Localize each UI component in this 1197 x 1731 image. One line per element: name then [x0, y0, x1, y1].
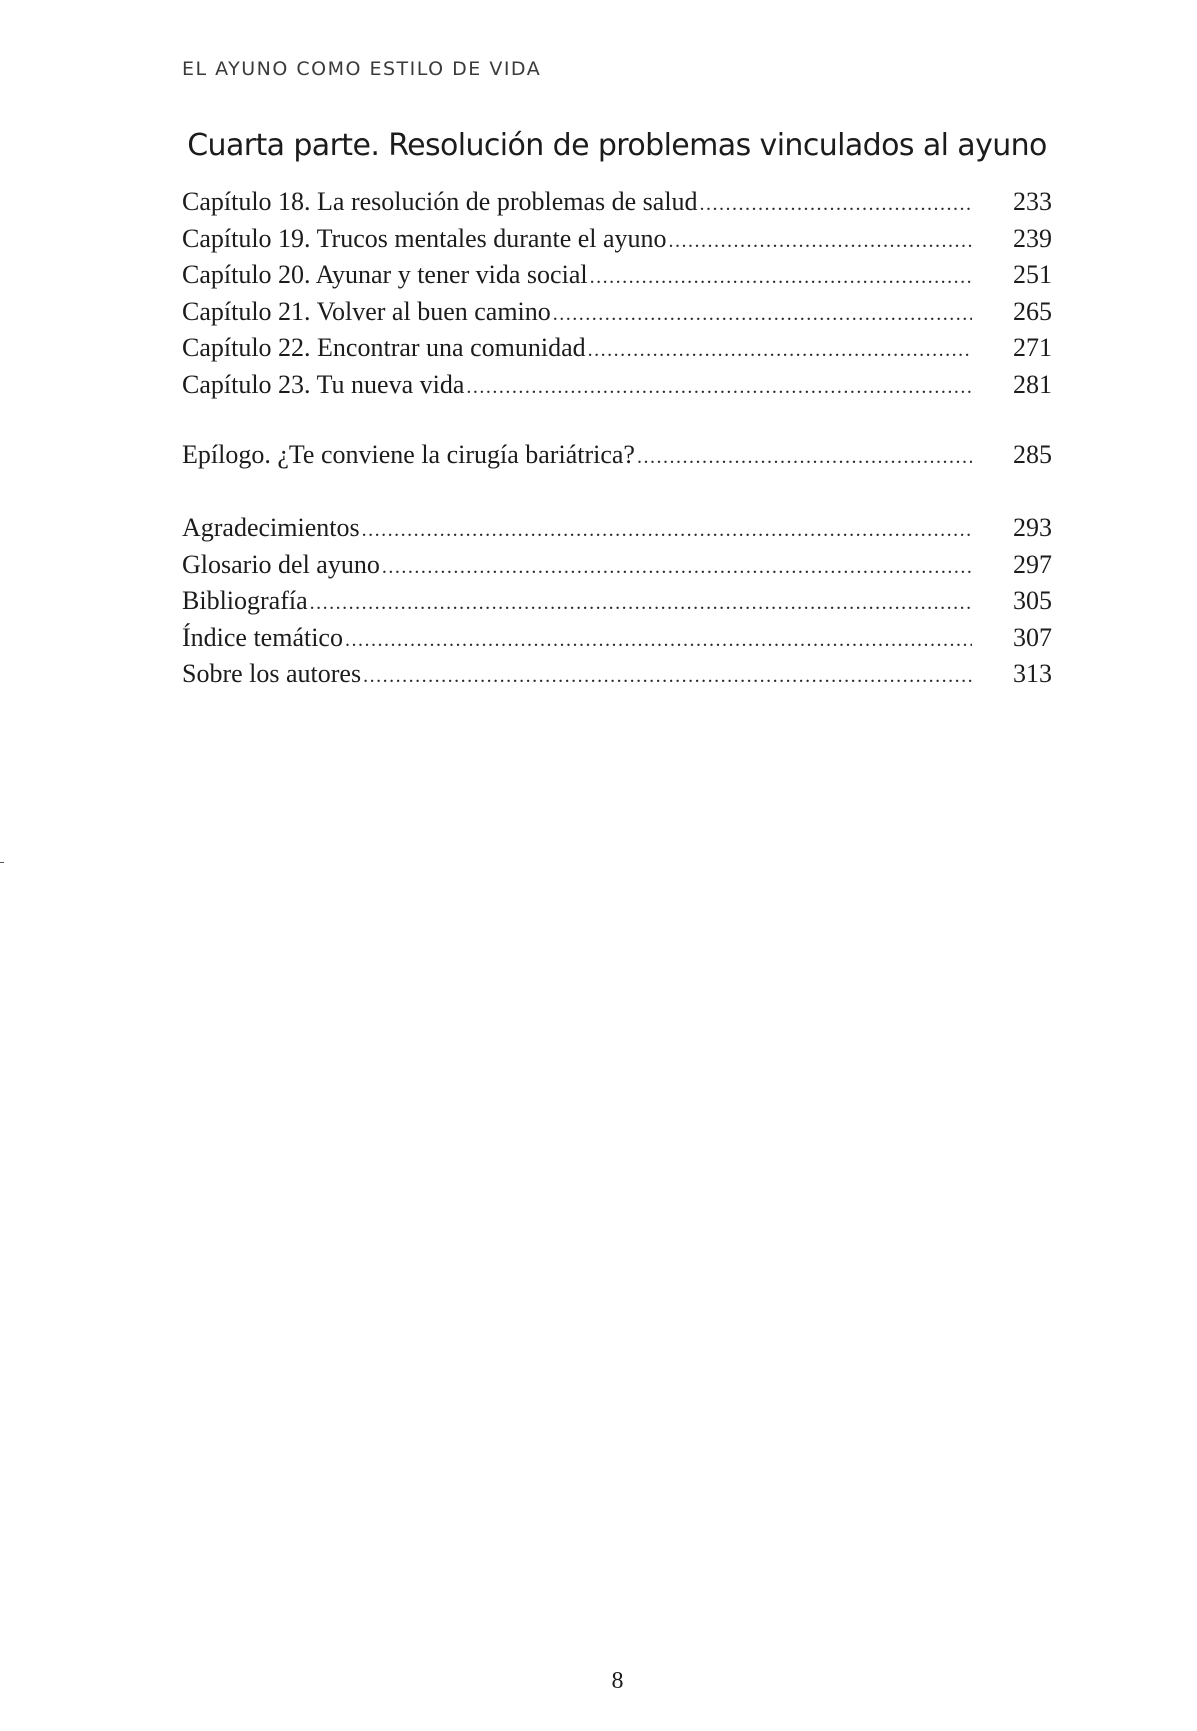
dot-leader: [553, 296, 972, 333]
toc-entry-page: 265: [1013, 296, 1052, 326]
toc-entry-title: Capítulo 22. Encontrar una comunidad: [182, 333, 586, 362]
toc-entry-page: 285: [1013, 440, 1052, 469]
dot-leader: [310, 585, 972, 622]
dot-leader: [669, 223, 972, 260]
toc-entry-glossary: [182, 547, 1052, 584]
crop-mark: [0, 862, 4, 863]
toc-chapters: [182, 184, 1052, 403]
toc-entry-page: 239: [1013, 223, 1052, 253]
toc-entry-title: Glosario del ayuno: [182, 549, 380, 579]
dot-leader: [363, 658, 972, 695]
toc-entry-title: Capítulo 20. Ayunar y tener vida social: [182, 260, 588, 289]
toc-entry-title: Capítulo 23. Tu nueva vida: [182, 369, 465, 399]
toc-entry-about-authors: [182, 656, 1052, 693]
toc-entry-chapter-21: [182, 294, 1052, 331]
toc-entry-page: 305: [1013, 586, 1052, 615]
toc-entry-epilogue: [182, 437, 1052, 474]
toc-entry-chapter-20: [182, 257, 1052, 294]
dot-leader: [466, 369, 972, 406]
dot-leader: [590, 259, 972, 296]
toc-entry-page: 251: [1013, 260, 1052, 289]
dot-leader: [637, 439, 972, 476]
toc-epilogue: [182, 437, 1052, 474]
toc-entry-index: [182, 620, 1052, 657]
toc-entry-page: 307: [1013, 622, 1052, 652]
toc-entry-page: 271: [1013, 333, 1052, 362]
toc-entry-title: Capítulo 18. La resolución de problemas de salud: [182, 187, 698, 216]
toc-entry-page: 297: [1013, 549, 1052, 579]
part-title: Cuarta parte. Resolución de problemas vinculados al ayuno: [187, 128, 1047, 163]
toc-entry-title: Capítulo 19. Trucos mentales durante el ayuno: [182, 223, 667, 253]
toc-entry-title: Agradecimientos: [182, 513, 360, 542]
toc-entry-chapter-23: [182, 367, 1052, 404]
dot-leader: [700, 186, 972, 223]
toc-entry-bibliography: [182, 583, 1052, 620]
toc-entry-page: 281: [1013, 369, 1052, 399]
page-number: 8: [611, 1668, 624, 1694]
toc-entry-title: Capítulo 21. Volver al buen camino: [182, 296, 551, 326]
toc-back-matter: [182, 510, 1052, 693]
toc-entry-title: Sobre los autores: [182, 659, 362, 688]
dot-leader: [362, 512, 972, 549]
toc-entry-chapter-19: [182, 221, 1052, 258]
toc-entry-title: Índice temático: [182, 622, 343, 652]
running-head: EL AYUNO COMO ESTILO DE VIDA: [182, 58, 542, 80]
toc-entry-chapter-18: [182, 184, 1052, 221]
dot-leader: [588, 332, 972, 369]
toc-entry-title: Bibliografía: [182, 586, 308, 615]
dot-leader: [345, 622, 972, 659]
toc-entry-page: 313: [1013, 659, 1052, 688]
toc-entry-acknowledgments: [182, 510, 1052, 547]
toc-entry-page: 293: [1013, 513, 1052, 542]
toc-entry-page: 233: [1013, 187, 1052, 216]
toc-entry-chapter-22: [182, 330, 1052, 367]
toc-entry-title: Epílogo. ¿Te conviene la cirugía bariátrica?: [182, 440, 635, 469]
dot-leader: [382, 549, 972, 586]
